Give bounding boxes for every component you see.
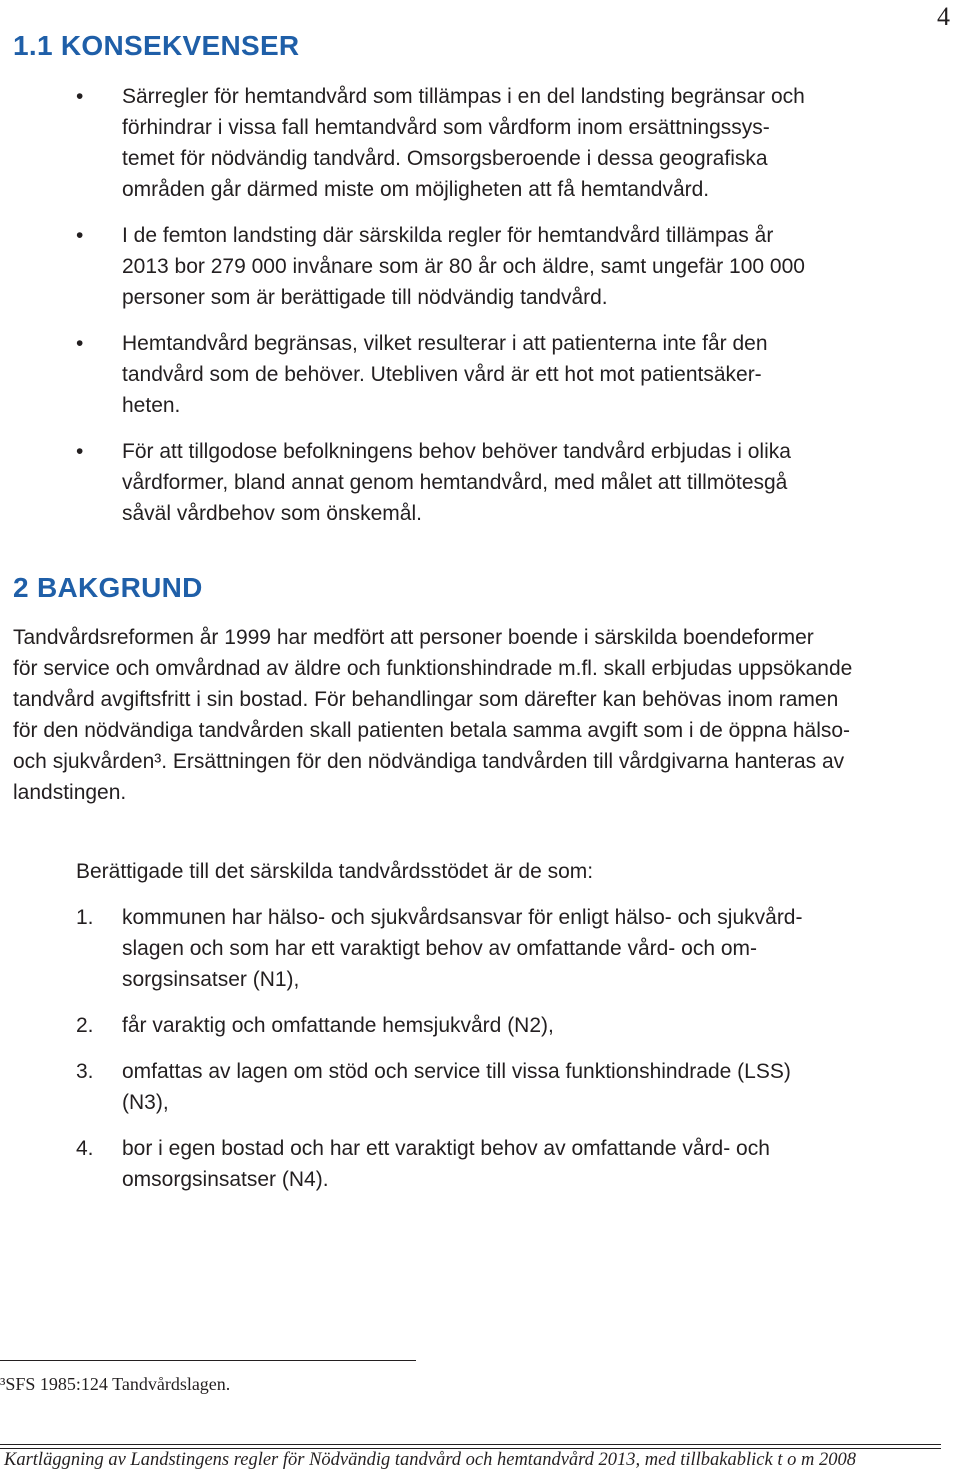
bullet-item xyxy=(0,436,900,529)
bullet-line: I de femton landsting där särskilda regler för hemtandvård tillämpas år xyxy=(122,224,774,247)
bullet-item xyxy=(0,220,900,313)
item-line: får varaktig och omfattande hemsjukvård (N2), xyxy=(122,1014,554,1037)
eligibility-numbered-list xyxy=(0,902,900,1195)
page-number: 4 xyxy=(937,2,950,31)
bullet-line: 2013 bor 279 000 invånare som är 80 år och äldre, samt ungefär 100 000 xyxy=(122,255,805,278)
bullet-line: förhindrar i vissa fall hemtandvård som vårdform inom ersättningssys- xyxy=(122,116,770,139)
document-footer: Kartläggning av Landstingens regler för Nödvändig tandvård och hemtandvård 2013, med tillbakablick t o m 2008 xyxy=(4,1450,856,1470)
item-number: 2. xyxy=(76,1014,94,1037)
eligibility-intro: Berättigade till det särskilda tandvårdsstödet är de som: xyxy=(76,860,594,883)
item-line: bor i egen bostad och har ett varaktigt behov av omfattande vård- och xyxy=(122,1137,770,1160)
numbered-item xyxy=(0,1056,900,1118)
bullet-icon: • xyxy=(76,224,84,247)
bullet-line: såväl vårdbehov som önskemål. xyxy=(122,502,422,525)
bullet-line: För att tillgodose befolkningens behov behöver tandvård erbjudas i olika xyxy=(122,440,791,463)
bullet-item xyxy=(0,81,900,205)
numbered-item xyxy=(0,1133,900,1195)
bullet-line: Hemtandvård begränsas, vilket resulterar i att patienterna inte får den xyxy=(122,332,768,355)
item-line: kommunen har hälso- och sjukvårdsansvar för enligt hälso- och sjukvård- xyxy=(122,906,803,929)
footer-divider-top xyxy=(0,1444,941,1445)
paragraph-line: och sjukvården³. Ersättningen för den nödvändiga tandvården till vårdgivarna hanteras av xyxy=(13,750,845,773)
paragraph-line: landstingen. xyxy=(13,781,127,804)
item-line: sorgsinsatser (N1), xyxy=(122,968,300,991)
paragraph-line: för service och omvårdnad av äldre och funktionshindrade m.fl. skall erbjudas uppsökande xyxy=(13,657,853,680)
bullet-icon: • xyxy=(76,332,84,355)
bullet-icon: • xyxy=(76,85,84,108)
consequences-bullet-list xyxy=(0,81,900,529)
paragraph-line: Tandvårdsreformen år 1999 har medfört att personer boende i särskilda boendeformer xyxy=(13,626,814,649)
item-number: 3. xyxy=(76,1060,94,1083)
bullet-item xyxy=(0,328,900,421)
paragraph-line: för den nödvändiga tandvården skall patienten betala samma avgift som i de öppna hälso- xyxy=(13,719,851,742)
numbered-item xyxy=(0,902,900,995)
bullet-icon: • xyxy=(76,440,84,463)
item-line: omfattas av lagen om stöd och service till vissa funktionshindrade (LSS) xyxy=(122,1060,791,1083)
footnote-divider xyxy=(0,1360,416,1361)
section-heading-bakgrund: 2 BAKGRUND xyxy=(13,572,203,603)
bullet-line: temet för nödvändig tandvård. Omsorgsberoende i dessa geografiska xyxy=(122,147,768,170)
bullet-line: vårdformer, bland annat genom hemtandvård, med målet att tillmötesgå xyxy=(122,471,788,494)
item-number: 4. xyxy=(76,1137,94,1160)
paragraph-line: tandvård avgiftsfritt i sin bostad. För behandlingar som därefter kan behövas inom ramen xyxy=(13,688,839,711)
background-paragraph xyxy=(13,622,948,808)
bullet-line: heten. xyxy=(122,394,181,417)
bullet-line: Särregler för hemtandvård som tillämpas i en del landsting begränsar och xyxy=(122,85,805,108)
bullet-line: personer som är berättigade till nödvändig tandvård. xyxy=(122,286,608,309)
item-line: omsorgsinsatser (N4). xyxy=(122,1168,329,1191)
item-line: (N3), xyxy=(122,1091,169,1114)
item-line: slagen och som har ett varaktigt behov av omfattande vård- och om- xyxy=(122,937,757,960)
item-number: 1. xyxy=(76,906,94,929)
footnote: ³SFS 1985:124 Tandvårdslagen. xyxy=(0,1374,231,1394)
section-heading-konsekvenser: 1.1 KONSEKVENSER xyxy=(13,30,300,61)
bullet-line: områden går därmed miste om möjligheten att få hemtandvård. xyxy=(122,178,710,201)
numbered-item xyxy=(0,1010,900,1041)
bullet-line: tandvård som de behöver. Utebliven vård är ett hot mot patientsäker- xyxy=(122,363,762,386)
